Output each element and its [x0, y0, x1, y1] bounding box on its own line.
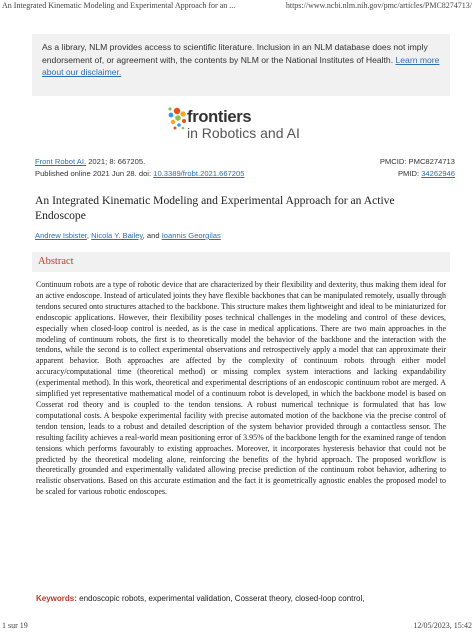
author-link[interactable]: Ioannis Georgilas	[161, 231, 221, 240]
article-title: An Integrated Kinematic Modeling and Experimental Approach for an Active Endoscope	[35, 194, 395, 222]
author-link[interactable]: Andrew Isbister	[35, 231, 87, 240]
journal-logo[interactable]	[166, 104, 346, 144]
abstract-heading: Abstract	[32, 252, 450, 272]
citation-details: 2021; 8: 667205.	[88, 157, 146, 166]
pmcid: PMCID: PMC8274713	[379, 157, 455, 166]
logo-brand: frontiers	[187, 108, 252, 126]
pmid-link[interactable]: 34262946	[421, 169, 455, 178]
keywords-text: endoscopic robots, experimental validation, Cosserat theory, closed-loop control,	[79, 594, 365, 603]
journal-link[interactable]: Front Robot AI.	[35, 157, 87, 166]
author-link[interactable]: Nicola Y. Bailey	[91, 231, 143, 240]
print-header	[0, 0, 474, 12]
print-header-url: https://www.ncbi.nlm.nih.gov/pmc/articles/PMC8274713/	[285, 1, 472, 10]
frontiers-logo-icon	[166, 106, 188, 132]
page-count: 1 sur 19	[2, 621, 28, 630]
print-timestamp: 12/05/2023, 15:42	[413, 621, 472, 630]
disclaimer-text: As a library, NLM provides access to scientific literature. Inclusion in an NLM database does not imply endorsement of, or agreement with, the contents by NLM or the National Institutes of Health.	[42, 42, 428, 65]
doi-link[interactable]: 10.3389/frobt.2021.667205	[153, 169, 245, 178]
citation-line	[35, 157, 455, 166]
pmid	[398, 169, 455, 178]
pmid-label: PMID:	[397, 169, 420, 178]
keywords-label: Keywords:	[36, 594, 77, 603]
author-list: Andrew Isbister, Nicola Y. Bailey, and Ioannis Georgilas	[35, 231, 221, 240]
logo-journal: in Robotics and AI	[187, 125, 300, 141]
disclaimer-link[interactable]: Learn more about our disclaimer.	[42, 54, 440, 78]
published-line	[35, 169, 455, 178]
print-footer	[0, 620, 474, 632]
abstract-text: Continuum robots are a type of robotic device that are characterized by their flexibility and dexterity, thus making them ideal for an active endoscope. Instead of articulated joints they have flexible backbones that can be manipulated remotely, usually through tendons secured onto structures attached to the backbone. This structure makes them lightweight and ideal to be miniaturized for endoscopic applications. However, their flexibility poses technical challenges in the modeling and control of these devices, especially when closed-loop control is needed, as is the case in medical applications. There are two main approaches in the modeling of continuum robots, the first is to theoretically model the behavior of the backbone and the interaction with the tendons, while the second is to collect experimental observations and retrospectively apply a model that can approximate their apparent behavior. Both approaches are affected by the complexity of continuum robots through either model accuracy/computational time (theoretical method) or missing complex system interactions and lacking expandability (experimental method). In this work, theoretical and experimental descriptions of an endoscopic continuum robot are merged. A simplified yet representative mathematical model of a continuum robot is developed, in which the backbone model is based on Cosserat rod theory and is coupled to the tendon tensions. A robust numerical technique is formulated that has low computational costs. A bespoke experimental facility with precise automated motion of the backbone via the precise control of tendon tension, leads to a robust and detailed description of the system behavior provided through a contactless sensor. The resulting facility achieves a real-world mean positioning error of 3.95% of the backbone length for the examined range of tendon tensions which performs favourably to existing approaches. Moreover, it incorporates hysteresis behavior that could not be predicted by the theoretical modeling alone, reinforcing the benefits of the hybrid approach. The proposed workflow is theoretically grounded and experimentally validated allowing precise prediction of the continuum robot behavior, adhering to realistic observations. Based on this accurate estimation and the fact it is geometrically agnostic enables the proposed model to be scaled for various robotic endoscopes.	[36, 280, 446, 497]
keywords-line	[36, 594, 364, 603]
disclaimer-banner	[32, 34, 450, 96]
print-header-title: An Integrated Kinematic Modeling and Experimental Approach for an ...	[2, 1, 236, 10]
published-text: Published online 2021 Jun 28. doi:	[35, 169, 152, 178]
